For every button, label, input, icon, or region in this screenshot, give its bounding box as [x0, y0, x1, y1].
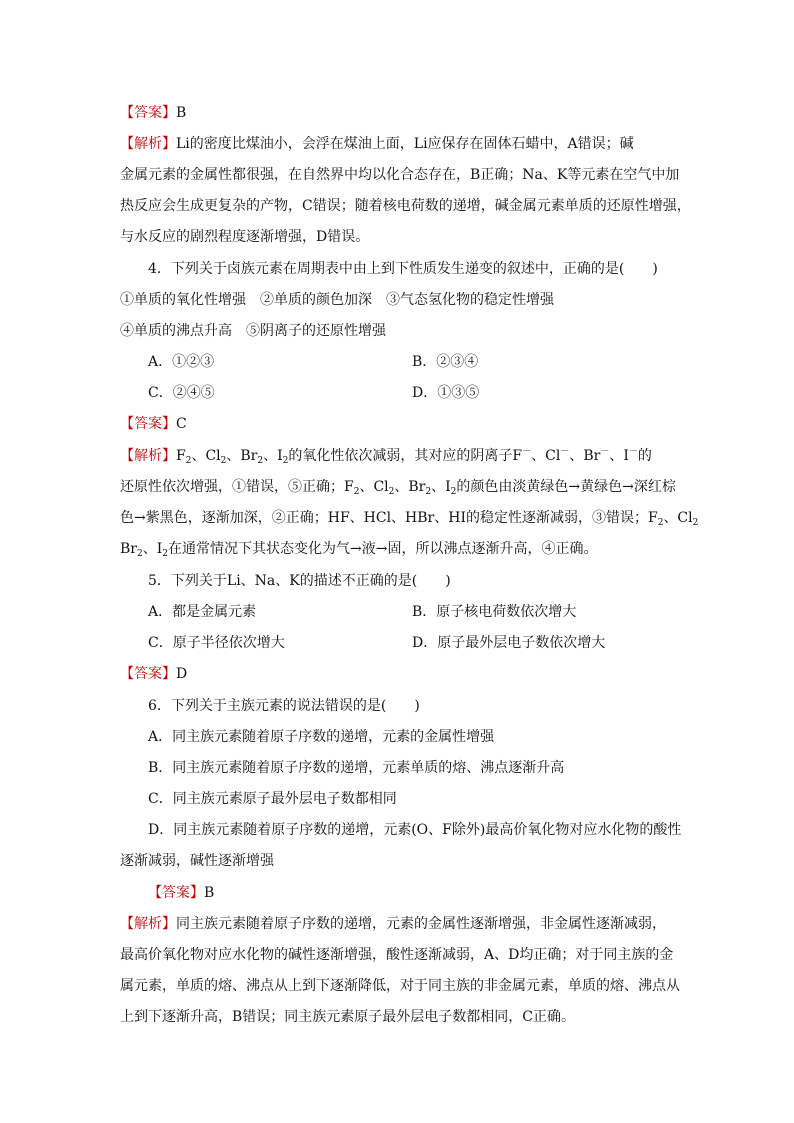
explanation-line: 还原性依次增强，①错误，⑤正确；$F_2$、$Cl_2$、$Br_2$、$I_2$的颜色由淡黄绿色→黄绿色→深红棕 — [120, 479, 676, 497]
option-d: D．①③⑤ — [412, 385, 480, 401]
explanation-line: 【解析】同主族元素随着原子序数的递增，元素的金属性逐渐增强，非金属性逐渐减弱， — [120, 916, 666, 932]
analysis-label: 【解析】 — [120, 916, 176, 932]
explanation-line: 热反应会生成更复杂的产物，C错误；随着核电荷数的递增，碱金属元素单质的还原性增强， — [120, 198, 691, 214]
option-b: B．原子核电荷数依次增大 — [412, 604, 577, 620]
explanation-line: 上到下逐渐升高，B错误；同主族元素原子最外层电子数都相同，C正确。 — [120, 1009, 575, 1025]
option-a: A．①②③ — [148, 354, 215, 370]
answer-value: C — [176, 416, 187, 432]
question-stem-q5: 5．下列关于Li、Na、K的描述不正确的是( ) — [148, 573, 451, 589]
analysis-label: 【解析】 — [120, 136, 176, 152]
answer-label: 【答案】 — [120, 416, 176, 432]
answer-line-q4 — [120, 414, 680, 434]
answer-value: B — [176, 105, 187, 121]
analysis-label: 【解析】 — [120, 448, 176, 464]
explanation-line: 色→紫黑色，逐渐加深，②正确；HF、HCl、HBr、HI的稳定性逐渐减弱，③错误；$F_2$、$Cl_2$ — [120, 510, 699, 528]
answer-value: B — [204, 885, 215, 901]
question-stem-q6: 6．下列关于主族元素的说法错误的是( ) — [148, 698, 420, 714]
explanation-line: 【解析】$F_2$、$Cl_2$、$Br_2$、$I_2$的氧化性依次减弱，其对应的阴离子F－、Cl－、Br－、I－的 — [120, 447, 652, 466]
answer-line-q6 — [148, 883, 708, 903]
explanation-line: 与水反应的剧烈程度逐渐增强，D错误。 — [120, 229, 370, 245]
question-items: ①单质的氧化性增强 ②单质的颜色加深 ③气态氢化物的稳定性增强 — [120, 292, 554, 308]
explanation-line: 最高价氧化物对应水化物的碱性逐渐增强，酸性逐渐减弱，A、D均正确；对于同主族的金 — [120, 947, 674, 963]
option-b: B．②③④ — [412, 354, 479, 370]
explanation-line: 属元素，单质的熔、沸点从上到下逐渐降低，对于同主族的非金属元素，单质的熔、沸点从 — [120, 978, 680, 994]
question-stem-q4: 4．下列关于卤族元素在周期表中由上到下性质发生递变的叙述中，正确的是( ) — [148, 261, 658, 277]
question-items: ④单质的沸点升高 ⑤阴离子的还原性增强 — [120, 323, 386, 339]
option-d: D．原子最外层电子数依次增大 — [412, 635, 606, 651]
option-c: C．同主族元素原子最外层电子数都相同 — [148, 791, 397, 807]
explanation-line: $Br_2$、$I_2$在通常情况下其状态变化为气→液→固，所以沸点逐渐升高，④正确。 — [120, 541, 598, 559]
explanation-line: 金属元素的金属性都很强，在自然界中均以化合态存在，B正确；Na、K等元素在空气中加 — [120, 167, 680, 183]
answer-line-q5 — [120, 664, 680, 684]
explanation-line: 【解析】Li的密度比煤油小，会浮在煤油上面，Li应保存在固体石蜡中，A错误；碱 — [120, 136, 634, 152]
answer-label: 【答案】 — [120, 105, 176, 121]
answer-line-q3 — [120, 103, 680, 123]
option-c: C．②④⑤ — [148, 385, 215, 401]
option-b: B．同主族元素随着原子序数的递增，元素单质的熔、沸点逐渐升高 — [148, 760, 565, 776]
answer-value: D — [176, 666, 188, 682]
option-d: D．同主族元素随着原子序数的递增，元素(O、F除外)最高价氧化物对应水化物的酸性 — [148, 822, 682, 838]
option-d-continued: 逐渐减弱，碱性逐渐增强 — [120, 853, 274, 869]
option-a: A．同主族元素随着原子序数的递增，元素的金属性增强 — [148, 729, 495, 745]
answer-label: 【答案】 — [120, 666, 176, 682]
option-c: C．原子半径依次增大 — [148, 635, 285, 651]
option-a: A．都是金属元素 — [148, 604, 257, 620]
answer-label: 【答案】 — [148, 885, 204, 901]
